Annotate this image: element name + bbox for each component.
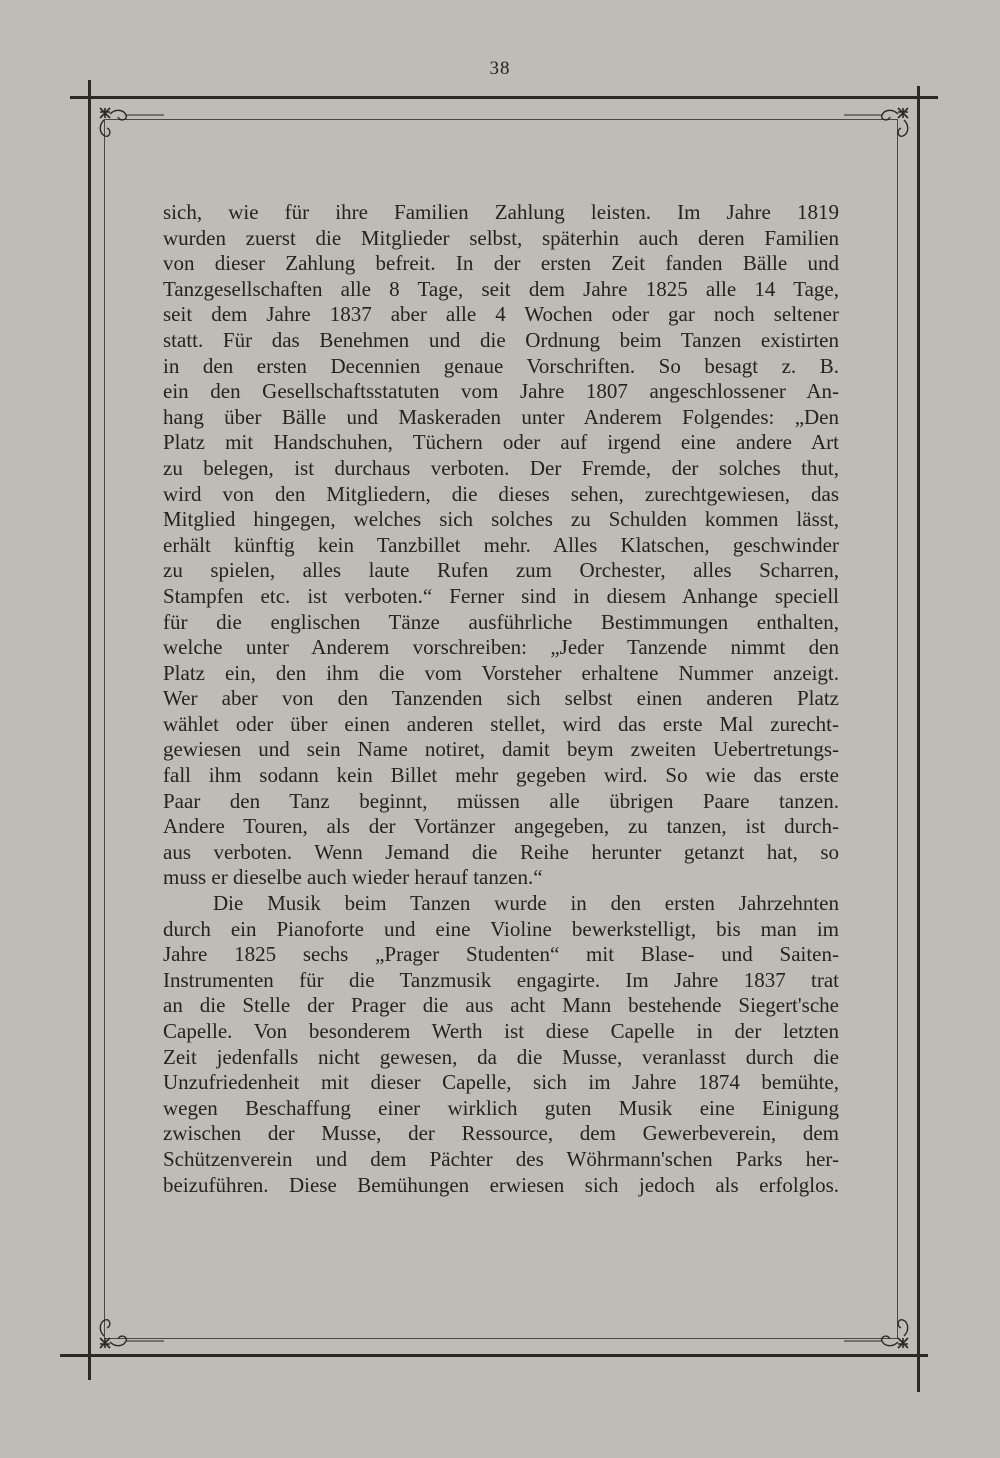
text-line: Stampfen etc. ist verboten.“ Ferner sind in diesem Anhange speciell [163,583,839,608]
corner-ornament-top-right [842,106,912,140]
text-line: gewiesen und sein Name notiret, damit beym zweiten Uebertretungs- [163,737,839,762]
text-line: muss er dieselbe auch wieder herauf tanzen.“ [163,865,543,890]
corner-ornament-bottom-left [96,1316,166,1350]
text-line: welche unter Anderem vorschreiben: „Jeder Tanzende nimmt den [163,635,839,660]
text-line: zwischen der Musse, der Ressource, dem Gewerbeverein, dem [163,1121,839,1146]
text-line: hang über Bälle und Maskeraden unter Anderem Folgendes: „Den [163,404,839,429]
page-number: 38 [489,58,511,79]
text-line: für die englischen Tänze ausführliche Bestimmungen enthalten, [163,609,839,634]
text-line: Zeit jedenfalls nicht gewesen, da die Musse, veranlasst durch die [163,1044,839,1069]
text-line: Capelle. Von besonderem Werth ist diese Capelle in der letzten [163,1019,839,1043]
frame-left-rule [88,80,91,1380]
text-line: seit dem Jahre 1837 aber alle 4 Wochen oder gar noch seltener [163,302,839,327]
frame-right-rule [917,86,920,1392]
text-line: Andere Touren, als der Vortänzer angegeben, zu tanzen, ist durch- [163,814,839,839]
text-line: durch ein Pianoforte und eine Violine bewerkstelligt, bis man im [163,916,839,941]
text-line: fall ihm sodann kein Billet mehr gegeben wird. So wie das erste [163,763,839,788]
body-text [163,200,839,1198]
text-line: Instrumenten für die Tanzmusik engagirte. Im Jahre 1837 trat [163,967,839,992]
text-line: in den ersten Decennien genaue Vorschriften. So besagt z. B. [163,353,839,378]
text-line: statt. Für das Benehmen und die Ordnung beim Tanzen existirten [163,327,839,352]
corner-ornament-top-left [96,106,166,140]
text-line: erhält künftig kein Tanzbillet mehr. Alles Klatschen, geschwinder [163,532,839,557]
frame-top-rule [70,96,938,99]
frame-bottom-rule [60,1354,928,1357]
text-line: Jahre 1825 sechs „Prager Studenten“ mit Blase- und Saiten- [163,942,839,967]
text-line: wegen Beschaffung einer wirklich guten Musik eine Einigung [163,1095,839,1120]
text-line: beizuführen. Diese Bemühungen erwiesen sich jedoch als erfolglos. [163,1172,839,1197]
text-line: ein den Gesellschaftsstatuten vom Jahre 1807 angeschlossener An- [163,379,839,404]
text-line: von dieser Zahlung befreit. In der ersten Zeit fanden Bälle und [163,251,839,276]
text-line: Mitglied hingegen, welches sich solches zu Schulden kommen lässt, [163,507,839,532]
text-line: wählet oder über einen anderen stellet, wird das erste Mal zurecht- [163,711,839,736]
text-line: Unzufriedenheit mit dieser Capelle, sich im Jahre 1874 bemühte, [163,1070,839,1095]
text-line: Wer aber von den Tanzenden sich selbst einen anderen Platz [163,686,839,711]
text-line: Tanzgesellschaften alle 8 Tage, seit dem Jahre 1825 alle 14 Tage, [163,276,839,301]
text-line: sich, wie für ihre Familien Zahlung leisten. Im Jahre 1819 [163,200,839,224]
text-line: Platz ein, den ihm die vom Vorsteher erhaltene Nummer anzeigt. [163,660,839,685]
text-line: zu spielen, alles laute Rufen zum Orchester, alles Scharren, [163,558,839,583]
text-line: zu belegen, ist durchaus verboten. Der Fremde, der solches thut, [163,455,839,480]
text-line: Paar den Tanz beginnt, müssen alle übrigen Paare tanzen. [163,788,839,813]
text-line: wird von den Mitgliedern, die dieses sehen, zurechtgewiesen, das [163,481,839,506]
text-line: Platz mit Handschuhen, Tüchern oder auf irgend eine andere Art [163,430,839,455]
text-line: Schützenverein und dem Pächter des Wöhrmann'schen Parks her- [163,1146,839,1171]
text-line: an die Stelle der Prager die aus acht Mann bestehende Siegert'sche [163,993,839,1018]
text-line: Die Musik beim Tanzen wurde in den ersten Jahrzehnten [213,891,839,916]
text-line: wurden zuerst die Mitglieder selbst, späterhin auch deren Familien [163,225,839,250]
corner-ornament-bottom-right [842,1316,912,1350]
text-line: aus verboten. Wenn Jemand die Reihe herunter getanzt hat, so [163,839,839,864]
